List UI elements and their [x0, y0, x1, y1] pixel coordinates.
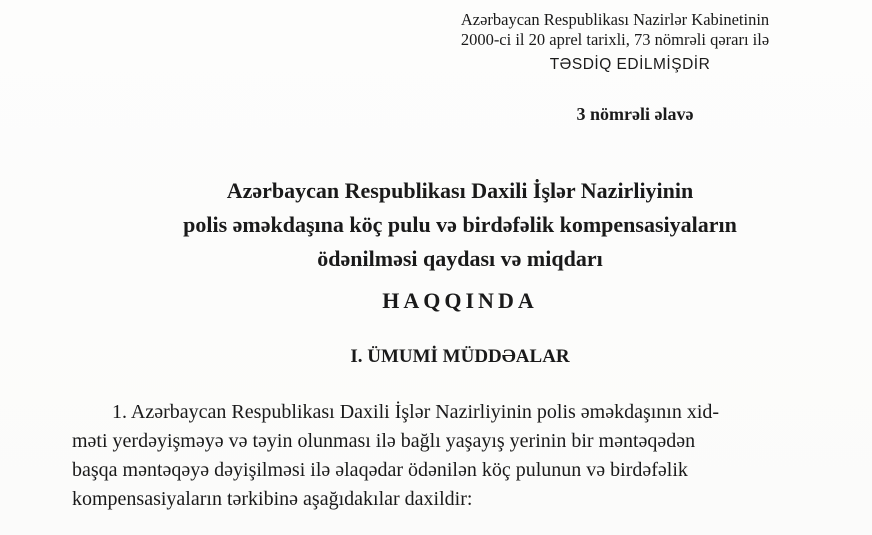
about-heading: HAQQINDA — [382, 288, 538, 313]
approval-line-2: 2000-ci il 20 aprel tarixli, 73 nömrəli qərarı ilə — [460, 30, 770, 49]
paragraph-line-2: məti yerdəyişməyə və təyin olunması ilə bağlı yaşayış yerinin bir məntəqədən — [72, 430, 696, 452]
title-line-1: Azərbaycan Respublikası Daxili İşlər Nazirliyinin — [226, 178, 694, 203]
approval-block — [380, 10, 850, 74]
approval-stamp: TƏSDİQ EDİLMİŞDİR — [549, 56, 711, 73]
approval-line-1: Azərbaycan Respublikası Nazirlər Kabinetinin — [460, 10, 770, 29]
paragraph-1 — [72, 398, 852, 514]
annex-label: 3 nömrəli əlavə — [576, 104, 694, 124]
title-line-3: ödənilməsi qaydası və miqdarı — [317, 246, 603, 271]
document-title — [60, 174, 860, 276]
paragraph-line-1: 1. Azərbaycan Respublikası Daxili İşlər Nazirliyinin polis əməkdaşının xid- — [112, 401, 720, 423]
section-heading: I. ÜMUMİ MÜDDƏALAR — [350, 346, 570, 367]
paragraph-line-3: başqa məntəqəyə dəyişilməsi ilə əlaqədar ödənilən köç pulunun və birdəfəlik — [72, 459, 688, 481]
paragraph-line-4: kompensasiyaların tərkibinə aşağıdakılar daxildir: — [72, 488, 473, 510]
title-line-2: polis əməkdaşına köç pulu və birdəfəlik kompensasiyaların — [183, 212, 737, 237]
